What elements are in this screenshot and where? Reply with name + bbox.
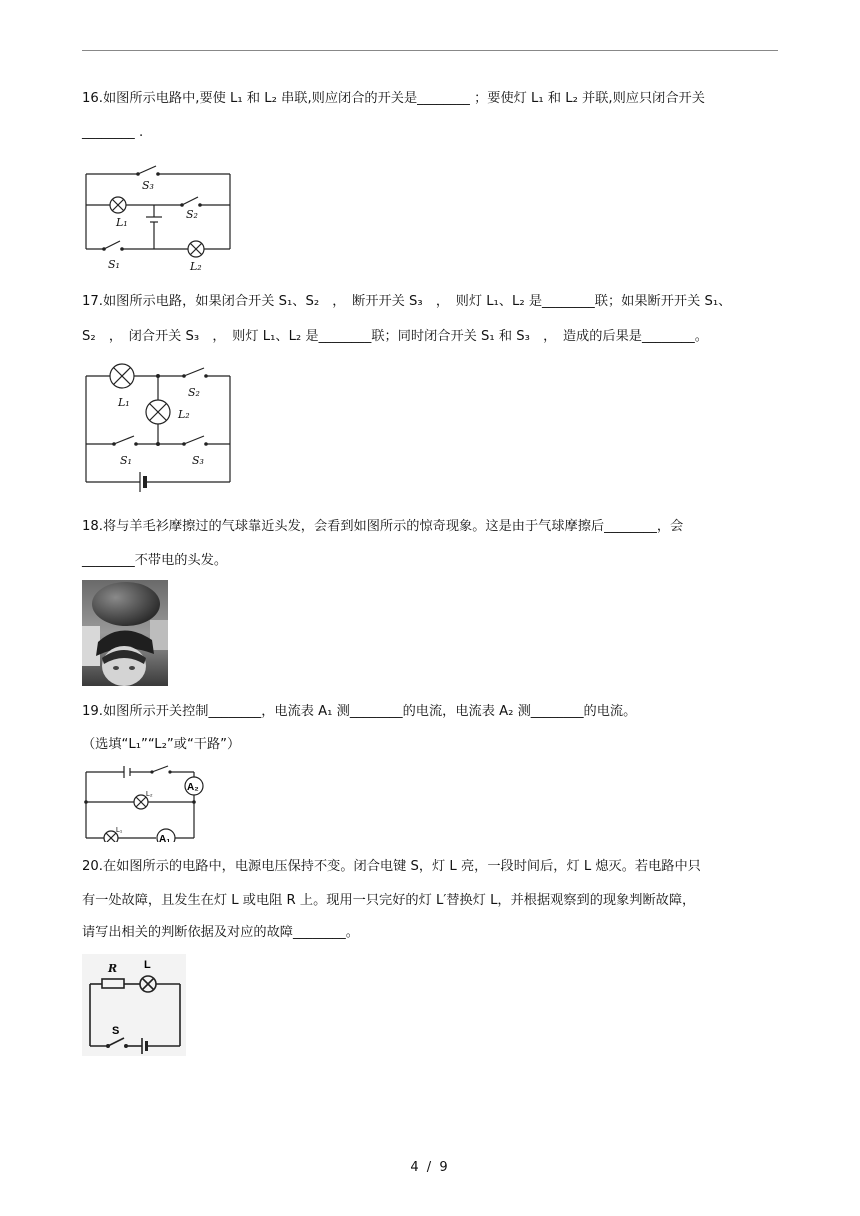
label-l2: L₂ [178, 408, 190, 421]
label-l2: L₂ [146, 791, 153, 798]
label-s2: S₂ [188, 386, 200, 399]
question-17-line-2: S₂ ， 闭合开关 S₃ ， 则灯 L₁、L₂ 是________联；同时闭合开关 S₁ 和 S₃ ， 造成的后果是________。 [82, 329, 708, 344]
page-current: 4 [410, 1160, 421, 1175]
label-r: R [108, 962, 118, 975]
label-a1: A₁ [159, 834, 171, 842]
question-16-circuit-diagram [82, 160, 242, 275]
label-s3: S₃ [142, 179, 154, 192]
question-20-line-3: 请写出相关的判断依据及对应的故障________。 [82, 925, 359, 940]
page-number [0, 1160, 860, 1175]
question-17-line-1: 17.如图所示电路，如果闭合开关 S₁、S₂ ， 断开开关 S₃ ， 则灯 L₁、L₂ 是________联；如果断开开关 S₁、 [82, 294, 732, 309]
label-l1: L₁ [118, 396, 130, 409]
label-l: L [144, 959, 151, 971]
question-20-line-2: 有一处故障，且发生在灯 L 或电阻 R 上。现用一只完好的灯 L′替换灯 L，并根据观察到的现象判断故障， [82, 893, 696, 908]
question-20-line-1: 20.在如图所示的电路中，电源电压保持不变。闭合电键 S，灯 L 亮，一段时间后，灯 L 熄灭。若电路中只 [82, 859, 701, 874]
question-18-line-1: 18.将与羊毛衫摩擦过的气球靠近头发，会看到如图所示的惊奇现象。这是由于气球摩擦后________，会 [82, 519, 684, 534]
header-rule [82, 50, 778, 51]
label-l1: L₁ [116, 827, 123, 834]
label-s: S [112, 1025, 120, 1037]
label-s3: S₃ [192, 454, 204, 467]
question-16-line-2: ________ . [82, 125, 144, 140]
label-l1: L₁ [116, 216, 128, 229]
label-a2: A₂ [187, 782, 199, 793]
label-s1: S₁ [108, 258, 120, 271]
question-16-line-1: 16.如图所示电路中,要使 L₁ 和 L₂ 串联,则应闭合的开关是________ ；要使灯 L₁ 和 L₂ 并联,则应只闭合开关 [82, 91, 705, 106]
page-total: 9 [439, 1160, 450, 1175]
question-17-circuit-diagram [82, 362, 242, 492]
question-18-balloon-photo [82, 580, 168, 686]
label-s2: S₂ [186, 208, 198, 221]
label-l2: L₂ [190, 260, 202, 273]
question-19-line-2: （选填“L₁”“L₂”或“干路”） [82, 737, 241, 752]
question-19-circuit-diagram [82, 762, 212, 842]
page-separator: / [426, 1160, 434, 1175]
question-20-circuit-diagram [82, 954, 186, 1056]
question-19-line-1: 19.如图所示开关控制________，电流表 A₁ 测________的电流，电流表 A₂ 测________的电流。 [82, 704, 637, 719]
question-18-line-2: ________不带电的头发。 [82, 553, 228, 568]
label-s1: S₁ [120, 454, 132, 467]
